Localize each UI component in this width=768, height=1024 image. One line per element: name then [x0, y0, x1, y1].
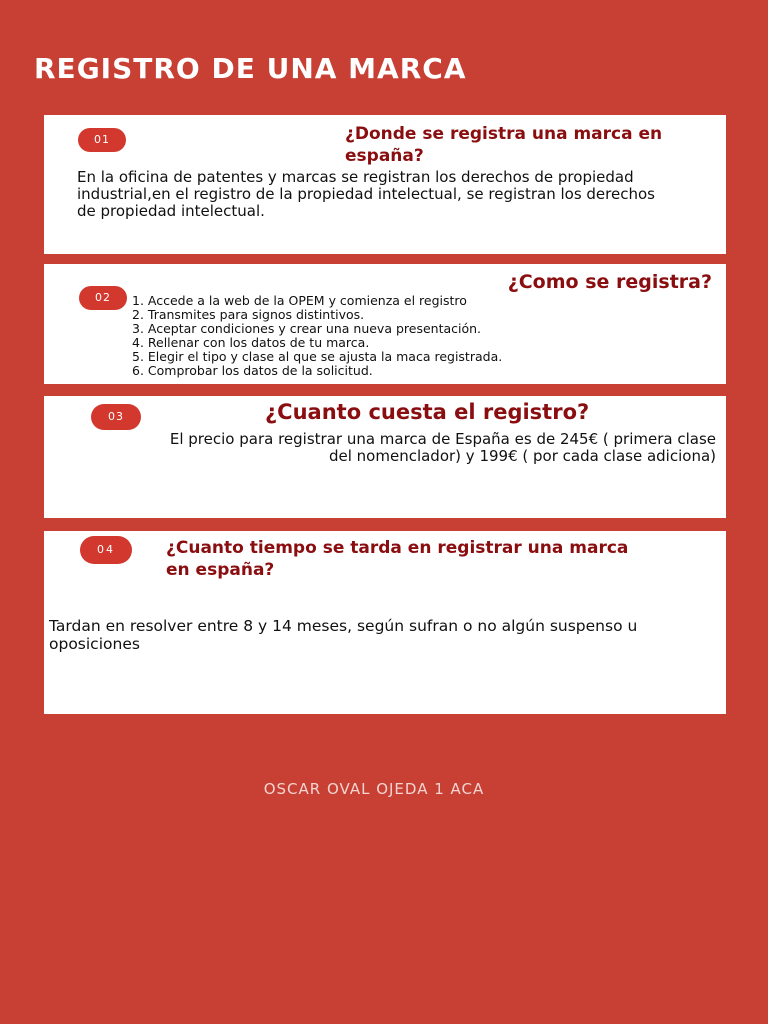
step-item: 2. Transmites para signos distintivos.	[132, 307, 365, 322]
section-card-4	[44, 531, 726, 714]
page-title: REGISTRO DE UNA MARCA	[34, 52, 467, 85]
section-number-badge: 01	[78, 128, 126, 152]
step-item: 6. Comprobar los datos de la solicitud.	[132, 363, 373, 378]
step-item: 5. Elegir el tipo y clase al que se ajusta la maca registrada.	[132, 349, 503, 364]
section-card-3	[44, 396, 726, 518]
step-item: 3. Aceptar condiciones y crear una nueva presentación.	[132, 321, 482, 336]
section-text: En la oficina de patentes y marcas se registran los derechos de propiedad industrial,en el registro de la propiedad intelectual, se registran los derechos de propiedad intelectual.	[77, 168, 655, 220]
step-item: 1. Accede a la web de la OPEM y comienza el registro	[132, 293, 467, 308]
section-heading: ¿Como se registra?	[507, 271, 712, 293]
section-number-badge: 02	[79, 286, 127, 310]
section-heading: ¿Donde se registra una marca en españa?	[345, 124, 663, 166]
section-number-badge: 03	[91, 404, 141, 430]
section-heading: ¿Cuanto cuesta el registro?	[265, 400, 590, 424]
section-text: Tardan en resolver entre 8 y 14 meses, según sufran o no algún suspenso u oposiciones	[49, 617, 638, 653]
section-text: El precio para registrar una marca de España es de 245€ ( primera clase del nomenclador) y 199€ ( por cada clase adiciona)	[169, 430, 716, 465]
steps-list	[132, 294, 502, 378]
step-item: 4. Rellenar con los datos de tu marca.	[132, 335, 370, 350]
author-credit: OSCAR OVAL OJEDA 1 ACA	[263, 780, 485, 798]
section-number-badge: 04	[80, 536, 132, 564]
section-heading: ¿Cuanto tiempo se tarda en registrar una marca en españa?	[166, 538, 629, 580]
section-card-1	[44, 115, 726, 254]
section-card-2	[44, 264, 726, 384]
